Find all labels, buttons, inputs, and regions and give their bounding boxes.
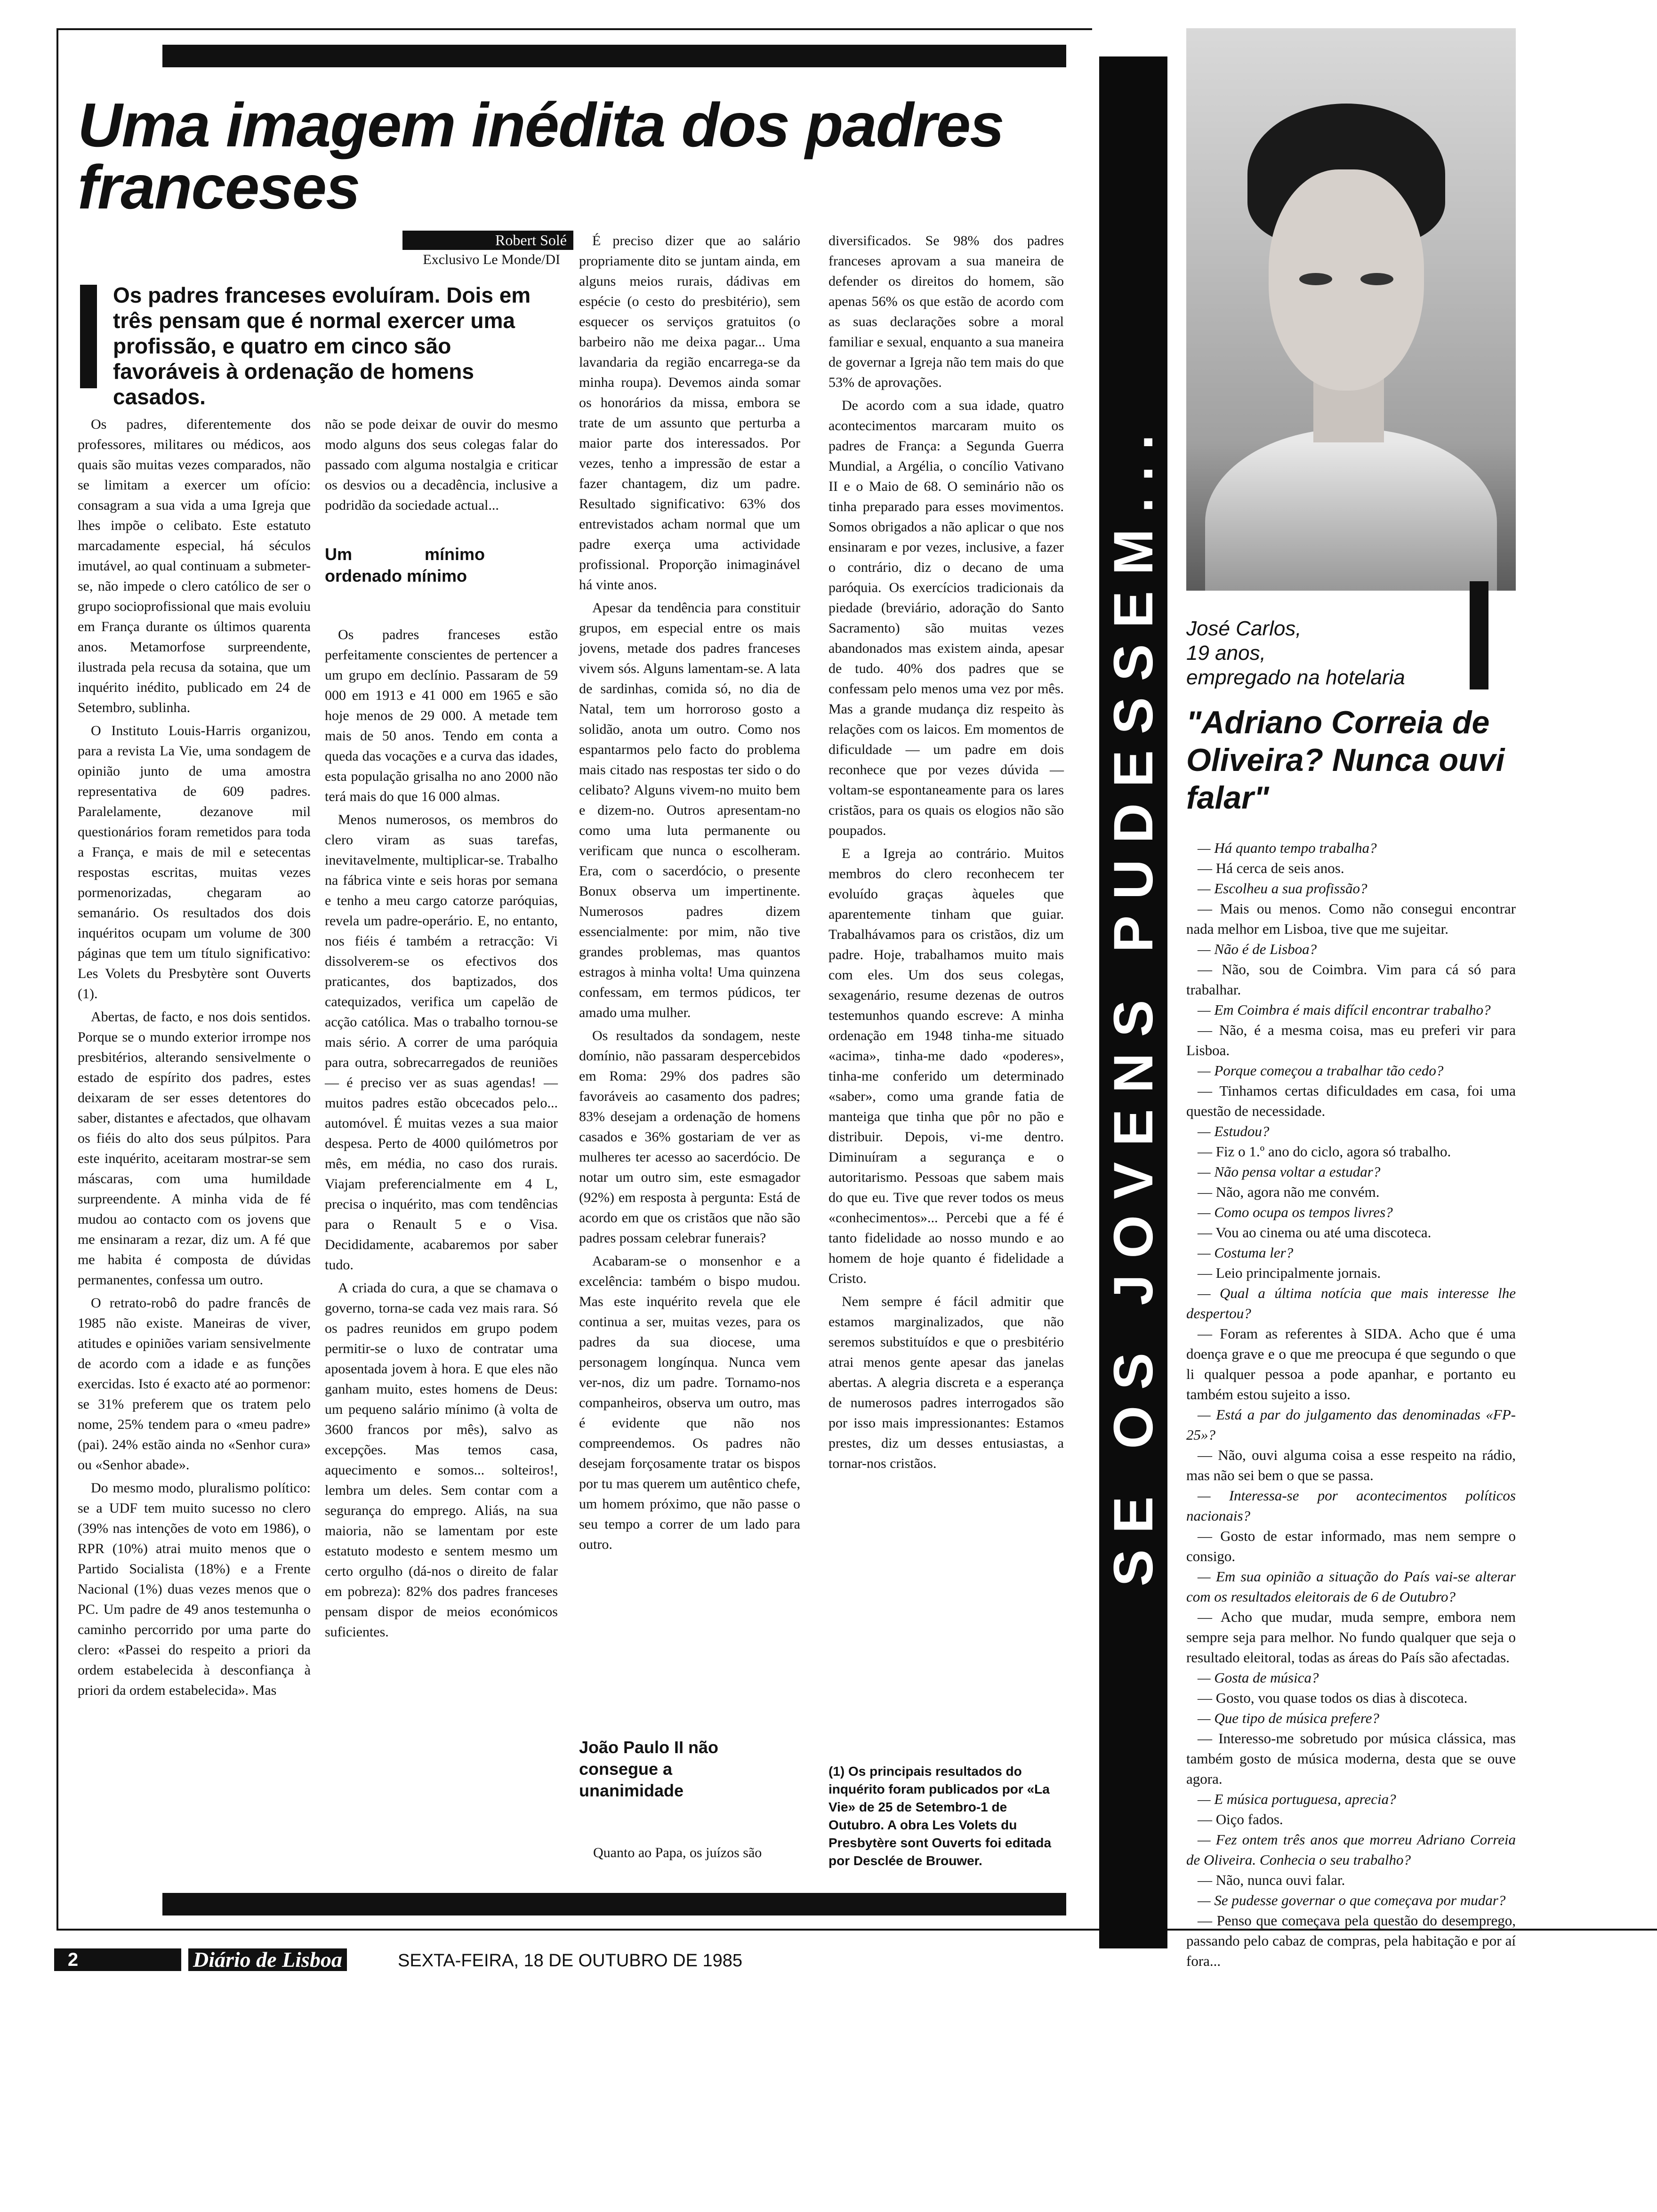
interview-answer: — Penso que começava pela questão do desemprego, passando pelo cabaz de compras, pela habitação e por aí fora... bbox=[1186, 1912, 1516, 1969]
interview-question: — Qual a última notícia que mais interesse lhe despertou? bbox=[1186, 1285, 1516, 1322]
column-3 bbox=[579, 231, 800, 1557]
masthead: Diário de Lisboa bbox=[188, 1948, 347, 1971]
interview-answer: — Mais ou menos. Como não consegui encontrar nada melhor em Lisboa, tive que me sujeitar. bbox=[1186, 900, 1516, 937]
interview-quote: "Adriano Correia de Oliveira? Nunca ouvi falar" bbox=[1186, 705, 1505, 816]
page-number: 2 bbox=[54, 1948, 92, 1971]
interview-question: — Gosta de música? bbox=[1198, 1669, 1319, 1686]
col2-subhead: Um mínimo ordenado mínimo bbox=[325, 545, 485, 585]
col4-paragraph: E a Igreja ao contrário. Muitos membros do clero reconhecem ter evoluído graças àqueles que aparentemente tinham que guiar. Trabalhávamos para os cristãos, diz um padre. Hoje, trabalhamos muito mais com eles. Um dos seus colegas, sexagenário, resume dezenas de outros testemunhos quando escreve: A minha ordenação em 1948 tinha-me situado «acima», tinha-me dado «poderes», tinha-me conferido um determinado «saber», como uma grande fatia de manteiga que tinha que pôr no pão e distribuir. Depois, vi-me dentro. Diminuíram a segurança e o autoritarismo. Pessoas que sabem mais do que eu. Tive que rever todos os meus «conhecimentos»... Percebi que a fé é tanto fidelidade ao nosso mundo e ao homem de hoje quanto é fidelidade a Cristo. bbox=[828, 846, 1064, 1286]
interview-answer: — Não, é a mesma coisa, mas eu preferi vir para Lisboa. bbox=[1186, 1022, 1516, 1058]
caption-age: 19 anos, bbox=[1186, 641, 1266, 665]
col1-paragraph: Abertas, de facto, e nos dois sentidos. Porque se o mundo exterior irrompe nos presbitérios, alterando sensivelmente o estado de espírito dos padres, estes deixaram de ser esses detentores do saber, distantes e afectados, que olhavam os fiéis do alto dos seus púlpitos. Para este inquérito, aceitaram mostrar-se sem máscaras, com uma humildade surpreendente. A minha vida de fé mudou ao contacto com os jovens que me ensinaram a rezar, diz um. A fé que me habita é composta de dúvidas permanentes, confessa um outro. bbox=[78, 1009, 311, 1288]
interview-answer: — Não, ouvi alguma coisa a esse respeito na rádio, mas não sei bem o que se passa. bbox=[1186, 1447, 1516, 1483]
col2-intro: não se pode deixar de ouvir do mesmo modo alguns dos seus colegas falar do passado com alguma nostalgia e criticar os desvios ou a decadência, inclusive a podridão da sociedade actual... bbox=[325, 417, 558, 513]
footnote: (1) Os principais resultados do inquérito foram publicados por «La Vie» de 25 de Setembro-1 de Outubro. A obra Les Volets du Presbytère sont Ouverts foi editada por Desclée de Brouwer. bbox=[828, 1764, 1052, 1868]
interview-answer: — Vou ao cinema ou até uma discoteca. bbox=[1198, 1224, 1432, 1241]
interview-question: — Está a par do julgamento das denominadas «FP-25»? bbox=[1186, 1406, 1516, 1443]
interview-answer: — Foram as referentes à SIDA. Acho que é uma doença grave e o que me preocupa é que segundo o que li qualquer pessoa a pode apanhar, e portanto eu também estou sujeito a isso. bbox=[1186, 1325, 1516, 1403]
interview-question: — Porque começou a trabalhar tão cedo? bbox=[1198, 1062, 1444, 1079]
interview-question: — Não pensa voltar a estudar? bbox=[1198, 1163, 1381, 1180]
interview-question: — Interessa-se por acontecimentos políticos nacionais? bbox=[1186, 1487, 1516, 1524]
col3-paragraph: Acabaram-se o monsenhor e a excelência: também o bispo mudou. Mas este inquérito revela que ele continua a ser, muitas vezes, para os padres da sua diocese, uma personagem longínqua. Nunca vem ver-nos, diz um padre. Tornamo-nos companheiros, observa um outro, mas é evidente que não nos compreendemos. Os padres não desejam forçosamente tratar os bispos por tu mas querem um autêntico chefe, um homem próximo, que não passe o seu tempo a correr de um lado para outro. bbox=[579, 1253, 800, 1552]
col1-paragraph: O Instituto Louis-Harris organizou, para a revista La Vie, uma sondagem de opinião junto de uma amostra representativa de 609 padres. Paralelamente, dezanove mil questionários foram remetidos para toda a França, e mais de mil e setecentas respostas escritas, muitas vezes pormenorizadas, chegaram ao semanário. Os resultados dos dois inquéritos ocupam um volume de 300 páginas que tem um título significativo: Les Volets du Presbytère sont Ouverts (1). bbox=[78, 723, 311, 1002]
col1-paragraph: Os padres, diferentemente dos professores, militares ou médicos, aos quais são muitas vezes comparados, não se limitam a exercer um ofício: consagram a sua vida a uma Igreja que lhes impõe o celibato. Este estatuto marcadamente especial, há séculos imutável, ao qual continuam a submeter-se, não impede o clero católico de ser o grupo socioprofissional que mais evoluiu em França durante os últimos quarenta anos. Metamorfose surpreendente, ilustrada pela recusa da sotaina, que um inquérito inédito, publicado em 24 de Setembro, sublinha. bbox=[78, 417, 311, 715]
interview-answer: — Tinhamos certas dificuldades em casa, foi uma questão de necessidade. bbox=[1186, 1082, 1516, 1119]
interview-text bbox=[1186, 838, 1516, 1971]
col3-paragraph: Os resultados da sondagem, neste domínio, não passaram despercebidos em Roma: 29% dos padres são favoráveis ao casamento dos padres; 83% desejam a ordenação de homens casados e 36% gostariam de ver as mulheres ter acesso ao sacerdócio. De notar um outro sim, este esmagador (92%) em resposta à pergunta: Está de acordo em que os cristãos que não são padres possam celebrar funerais? bbox=[579, 1028, 800, 1246]
interview-question: — Em sua opinião a situação do País vai-se alterar com os resultados eleitorais de 6 de Outubro? bbox=[1186, 1568, 1516, 1605]
interview-answer: — Oiço fados. bbox=[1198, 1811, 1283, 1827]
lead-marker bbox=[80, 285, 97, 388]
interview-question: — Não é de Lisboa? bbox=[1198, 941, 1317, 957]
column-1 bbox=[78, 414, 311, 1703]
interview-answer: — Acho que mudar, muda sempre, embora nem sempre seja para melhor. No fundo qualquer que seja o resultado eleitoral, todas as áreas do País são afectadas. bbox=[1186, 1609, 1516, 1666]
interview-question: — Como ocupa os tempos livres? bbox=[1198, 1204, 1393, 1220]
interview-answer: — Interesso-me sobretudo por música clássica, mas também gosto de música moderna, desta que se ouve agora. bbox=[1186, 1730, 1516, 1787]
column-4 bbox=[828, 231, 1064, 1476]
col3-paragraph: Apesar da tendência para constituir grupos, em especial entre os mais jovens, metade dos padres franceses vivem sós. Alguns lamentam-se. A lata de sardinhas, comida só, no dia de Natal, tem um horroroso gosto a solidão, anota um outro. Como nos espantarmos pelo facto do problema mais citado nas respostas ter sido o do celibato? Alguns vivem-no muito bem e dizem-no. Outros apresentam-no como uma luta permanente ou verificam que nunca o escolheram. Era, com o sacerdócio, o presente Bonux observa um impertinente. Numerosos padres dizem essencialmente: por mim, não tive grandes problemas, mas quantos estragos à minha volta! Uma quinzena confessam, em termos púdicos, ter amado uma mulher. bbox=[579, 600, 800, 1020]
interview-answer: — Não, nunca ouvi falar. bbox=[1198, 1872, 1345, 1888]
col3-tail: Quanto ao Papa, os juízos são bbox=[593, 1845, 762, 1860]
frame-top-rule bbox=[56, 28, 1092, 30]
interview-question: — Fez ontem três anos que morreu Adriano Correia de Oliveira. Conhecia o seu trabalho? bbox=[1186, 1831, 1516, 1868]
col3-subhead: João Paulo II não consegue a unanimidade bbox=[579, 1738, 719, 1800]
interview-answer: — Leio principalmente jornais. bbox=[1198, 1265, 1381, 1281]
interview-answer: — Há cerca de seis anos. bbox=[1198, 860, 1344, 876]
col1-paragraph: O retrato-robô do padre francês de 1985 não existe. Maneiras de viver, atitudes e opiniões variam sensivelmente de acordo com a idade e as funções exercidas. Isto é exacto até ao pormenor: se 31% preferem que os tratem pelo nome, 25% tendem para o «meu padre» (pai). 24% estão ainda no «Senhor cura» ou «Senhor abade». bbox=[78, 1295, 311, 1473]
footer-rule bbox=[92, 1948, 181, 1971]
interview-question: — Costuma ler? bbox=[1198, 1244, 1294, 1261]
col4-paragraph: Nem sempre é fácil admitir que estamos marginalizados, que não seremos substituídos e que o presbitério atrai menos gente apesar das janelas abertas. A alegria discreta e a esperança de numerosos padres interrogados são por isso mais impressionantes: Estamos prestes, diz um desses entusiastas, a tornar-nos cristãos. bbox=[828, 1294, 1064, 1471]
interview-answer: — Fiz o 1.º ano do ciclo, agora só trabalho. bbox=[1198, 1143, 1451, 1160]
caption-job: empregado na hotelaria bbox=[1186, 666, 1405, 689]
interview-question: — Estudou? bbox=[1198, 1123, 1270, 1139]
top-rule bbox=[162, 45, 1066, 67]
interview-answer: — Não, sou de Coimbra. Vim para cá só para trabalhar. bbox=[1186, 961, 1516, 998]
col3-paragraph: É preciso dizer que ao salário propriamente dito se juntam ainda, em alguns meios rurais, dádivas em espécie (o cesto do presbitério), sem esquecer os serviços gratuitos (o barbeiro não me deixa pagar... Uma lavandaria da região encarrega-se da minha roupa). Devemos ainda somar os honorários da missa, embora se trate de um assunto que perturba a maior parte dos interessados. Por vezes, tenho a impressão de estar a fazer chantagem, diz um padre. Resultado significativo: 63% dos entrevistados acham normal que um padre exerça uma actividade profissional. Proporção inimaginável há vinte anos. bbox=[579, 233, 800, 593]
vertical-section-title: SE OS JOVENS PUDESSEM... bbox=[1102, 418, 1165, 1587]
interview-question: — Escolheu a sua profissão? bbox=[1198, 880, 1367, 897]
caption-marker bbox=[1470, 581, 1488, 689]
byline: Robert Solé bbox=[402, 231, 573, 250]
interview-answer: — Não, agora não me convém. bbox=[1198, 1184, 1380, 1200]
interview-answer: — Gosto, vou quase todos os dias à discoteca. bbox=[1198, 1690, 1468, 1706]
lead-paragraph: Os padres franceses evoluíram. Dois em três pensam que é normal exercer uma profissão, e quatro em cinco são favoráveis à ordenação de homens casados. bbox=[113, 283, 531, 409]
bottom-rule bbox=[162, 1893, 1066, 1915]
column-2 bbox=[325, 414, 558, 1645]
col4-paragraph: De acordo com a sua idade, quatro acontecimentos marcaram muito os padres de França: a Segunda Guerra Mundial, a Argélia, o concílio Vativano II e o Maio de 68. O seminário não os tinha preparado para esses movimentos. Somos obrigados a não aplicar o que nos ensinaram e por vezes, inclusive, a fazer o contrário, diz o decano de uma paróquia. Os exercícios tradicionais da piedade (breviário, adoração do Santo Sacramento) são muitas vezes abandonados mas existem ainda, apesar de tudo. 40% dos padres que se confessam pelo menos uma vez por mês. Mas a grande mudança diz respeito às relações com os laicos. Em momentos de dificuldade — um padre em dois reconhece que por vezes dúvida — voltam-se espontaneamente para os lares cristãos, para os quais os elogios não são poupados. bbox=[828, 398, 1064, 838]
col2-paragraph: Os padres franceses estão perfeitamente conscientes de pertencer a um grupo em declínio. Passaram de 59 000 em 1913 e 41 000 em 1965 e são hoje menos de 29 000. A metade tem mais de 50 anos. Tendo em conta a queda das vocações e a curva das idades, esta população grisalha no ano 2000 não terá mais do que 16 000 almas. bbox=[325, 627, 558, 804]
col1-paragraph: Do mesmo modo, pluralismo político: se a UDF tem muito sucesso no clero (39% nas intenções de voto em 1986), o RPR (10%) atrai muito menos que o Partido Socialista (18%) e a Frente Nacional (1%) duas vezes menos que o PC. Um padre de 49 anos testemunha o caminho percorrido por uma parte do clero: «Passei do respeito a priori da ordem estabelecida à desconfiança à priori da ordem estabelecida». Mas bbox=[78, 1480, 311, 1698]
vertical-section-banner bbox=[1099, 56, 1167, 1948]
headline: Uma imagem inédita dos padres franceses bbox=[78, 90, 1004, 222]
interview-question: — Há quanto tempo trabalha? bbox=[1198, 840, 1377, 856]
frame-left-rule bbox=[56, 28, 58, 1930]
caption-name: José Carlos, bbox=[1186, 617, 1302, 640]
col2-paragraph: A criada do cura, a que se chamava o governo, torna-se cada vez mais rara. Só os padres reunidos em grupo podem permitir-se o luxo de contratar uma aposentada jovem à hora. E que eles não ganham muito, estes homens de Deus: um pequeno salário mínimo (à volta de 3600 francos por mês), salvo as excepções. Mas temos casa, aquecimento e somos... solteiros!, lembra um deles. Sem contar com a segurança do emprego. Aliás, na sua maioria, não se lamentam por este estatuto modesto e sentem mesmo um certo orgulho (dá-nos o direito de falar em pobreza): 82% dos padres franceses pensam dispor de meios económicos suficientes. bbox=[325, 1280, 558, 1640]
interview-question: — E música portuguesa, aprecia? bbox=[1198, 1791, 1396, 1807]
interview-question: — Que tipo de música prefere? bbox=[1198, 1710, 1379, 1726]
footer-date: SEXTA-FEIRA, 18 DE OUTUBRO DE 1985 bbox=[398, 1951, 743, 1971]
exclusive-credit: Exclusivo Le Monde/DI bbox=[423, 252, 560, 267]
caption-block bbox=[1186, 617, 1450, 690]
col2-paragraph: Menos numerosos, os membros do clero viram as suas tarefas, inevitavelmente, multiplicar-se. Trabalho na fábrica vinte e seis horas por semana e tenho a meu cargo catorze paróquias, revela um padre-operário. E, no entanto, nos fiéis é também a retracção: Vi dissolverem-se os efectivos dos praticantes, dos baptizados, dos catequizados, verifica um capelão de acção católica. Mas o trabalho tornou-se mais sério. A correr de uma paróquia para outra, sobrecarregados de reuniões — é preciso ver as suas agendas! — muitos padres estão obcecados pelo... automóvel. É muitas vezes a sua maior despesa. Perto de 4000 quilómetros por mês, em média, no caso dos rurais. Viajam preferencialmente em 4 L, precisa o inquérito, mas com tendências para o Renault 5 e o Visa. Decididamente, acabaremos por saber tudo. bbox=[325, 812, 558, 1273]
portrait-photo bbox=[1186, 28, 1516, 591]
interview-question: — Em Coimbra é mais difícil encontrar trabalho? bbox=[1198, 1002, 1491, 1018]
interview-answer: — Gosto de estar informado, mas nem sempre o consigo. bbox=[1186, 1528, 1516, 1564]
interview-question: — Se pudesse governar o que começava por mudar? bbox=[1198, 1892, 1506, 1908]
col4-paragraph: diversificados. Se 98% dos padres franceses aprovam a sua maneira de defender os direitos do homem, são apenas 56% os que estão de acordo com as suas declarações sobre a moral familiar e sexual, enquanto a sua maneira de governar a Igreja não tem mais do que 53% de aprovações. bbox=[828, 233, 1064, 390]
